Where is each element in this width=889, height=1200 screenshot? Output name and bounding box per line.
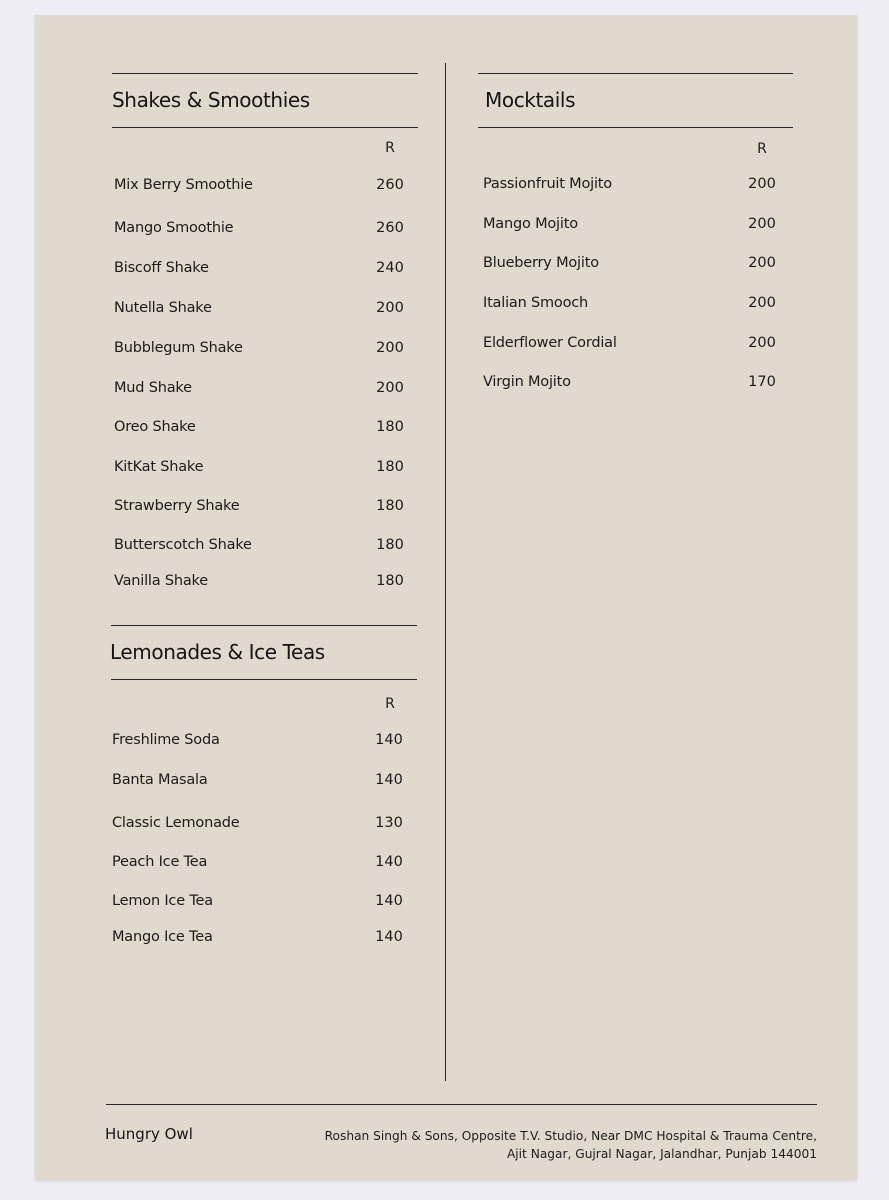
shakes-bottom-rule <box>112 127 418 128</box>
menu-item-name: Virgin Mojito <box>483 374 571 390</box>
restaurant-address <box>297 1127 817 1163</box>
address-line-2: Ajit Nagar, Gujral Nagar, Jalandhar, Punjab 144001 <box>506 1147 817 1161</box>
menu-item-name: Oreo Shake <box>114 419 196 435</box>
menu-item-row <box>112 893 409 913</box>
menu-item-name: Lemon Ice Tea <box>112 893 213 909</box>
menu-item-row <box>112 732 409 752</box>
menu-item-row <box>483 295 782 315</box>
menu-item-price: 200 <box>748 176 776 192</box>
menu-item-price: 140 <box>375 893 403 909</box>
menu-item-price: 260 <box>376 220 404 236</box>
menu-item-row <box>114 498 410 518</box>
lemonades-section-title: Lemonades & Ice Teas <box>110 640 325 664</box>
menu-item-name: Biscoff Shake <box>114 260 209 276</box>
menu-item-row <box>483 374 782 394</box>
menu-item-name: Bubblegum Shake <box>114 340 243 356</box>
menu-item-row <box>112 772 409 792</box>
menu-item-price: 200 <box>376 300 404 316</box>
menu-item-price: 200 <box>376 380 404 396</box>
menu-item-row <box>114 380 410 400</box>
address-line-1: Roshan Singh & Sons, Opposite T.V. Studio, Near DMC Hospital & Trauma Centre, <box>324 1129 817 1143</box>
menu-item-row <box>114 537 410 557</box>
menu-item-row <box>114 573 410 593</box>
restaurant-name: Hungry Owl <box>105 1125 193 1143</box>
menu-item-price: 140 <box>375 732 403 748</box>
menu-item-name: Passionfruit Mojito <box>483 176 612 192</box>
lemonades-top-rule <box>111 625 417 626</box>
menu-item-row <box>114 419 410 439</box>
menu-item-price: 180 <box>376 573 404 589</box>
menu-item-price: 180 <box>376 419 404 435</box>
menu-item-row <box>114 177 410 197</box>
menu-item-row <box>114 260 410 280</box>
menu-item-name: Blueberry Mojito <box>483 255 599 271</box>
menu-item-name: Strawberry Shake <box>114 498 240 514</box>
menu-item-row <box>112 815 409 835</box>
lemonades-price-header: R <box>385 696 395 712</box>
menu-item-name: Nutella Shake <box>114 300 212 316</box>
menu-item-price: 200 <box>748 255 776 271</box>
menu-item-name: Mango Smoothie <box>114 220 234 236</box>
footer-rule <box>106 1104 817 1105</box>
menu-item-row <box>112 854 409 874</box>
menu-item-price: 180 <box>376 459 404 475</box>
menu-page <box>35 15 857 1180</box>
menu-item-row <box>483 255 782 275</box>
menu-item-price: 200 <box>748 295 776 311</box>
menu-item-price: 140 <box>375 772 403 788</box>
menu-item-name: Mix Berry Smoothie <box>114 177 253 193</box>
menu-item-name: Butterscotch Shake <box>114 537 252 553</box>
menu-item-row <box>114 459 410 479</box>
menu-item-row <box>483 335 782 355</box>
menu-item-name: Italian Smooch <box>483 295 589 311</box>
menu-item-price: 240 <box>376 260 404 276</box>
shakes-section-title: Shakes & Smoothies <box>112 88 310 112</box>
mocktails-section-title: Mocktails <box>485 88 576 112</box>
menu-item-price: 170 <box>748 374 776 390</box>
mocktails-top-rule <box>478 73 793 74</box>
mocktails-bottom-rule <box>478 127 793 128</box>
menu-item-price: 180 <box>376 537 404 553</box>
menu-item-price: 200 <box>748 335 776 351</box>
menu-item-price: 180 <box>376 498 404 514</box>
menu-item-price: 200 <box>748 216 776 232</box>
menu-item-name: Classic Lemonade <box>112 815 240 831</box>
lemonades-bottom-rule <box>111 679 417 680</box>
menu-item-price: 200 <box>376 340 404 356</box>
menu-item-price: 260 <box>376 177 404 193</box>
menu-item-price: 140 <box>375 929 403 945</box>
menu-item-price: 130 <box>375 815 403 831</box>
menu-item-row <box>483 216 782 236</box>
menu-item-name: Elderflower Cordial <box>483 335 617 351</box>
menu-item-row <box>114 340 410 360</box>
menu-item-name: Freshlime Soda <box>112 732 220 748</box>
mocktails-price-header: R <box>757 141 767 157</box>
column-divider <box>445 63 446 1081</box>
menu-item-row <box>114 300 410 320</box>
shakes-top-rule <box>112 73 418 74</box>
menu-item-name: Peach Ice Tea <box>112 854 208 870</box>
menu-item-price: 140 <box>375 854 403 870</box>
menu-item-row <box>114 220 410 240</box>
shakes-price-header: R <box>385 140 395 156</box>
menu-item-row <box>483 176 782 196</box>
menu-item-row <box>112 929 409 949</box>
menu-item-name: Banta Masala <box>112 772 208 788</box>
menu-item-name: Vanilla Shake <box>114 573 208 589</box>
menu-item-name: Mango Mojito <box>483 216 578 232</box>
menu-item-name: Mango Ice Tea <box>112 929 213 945</box>
menu-item-name: Mud Shake <box>114 380 192 396</box>
menu-item-name: KitKat Shake <box>114 459 204 475</box>
